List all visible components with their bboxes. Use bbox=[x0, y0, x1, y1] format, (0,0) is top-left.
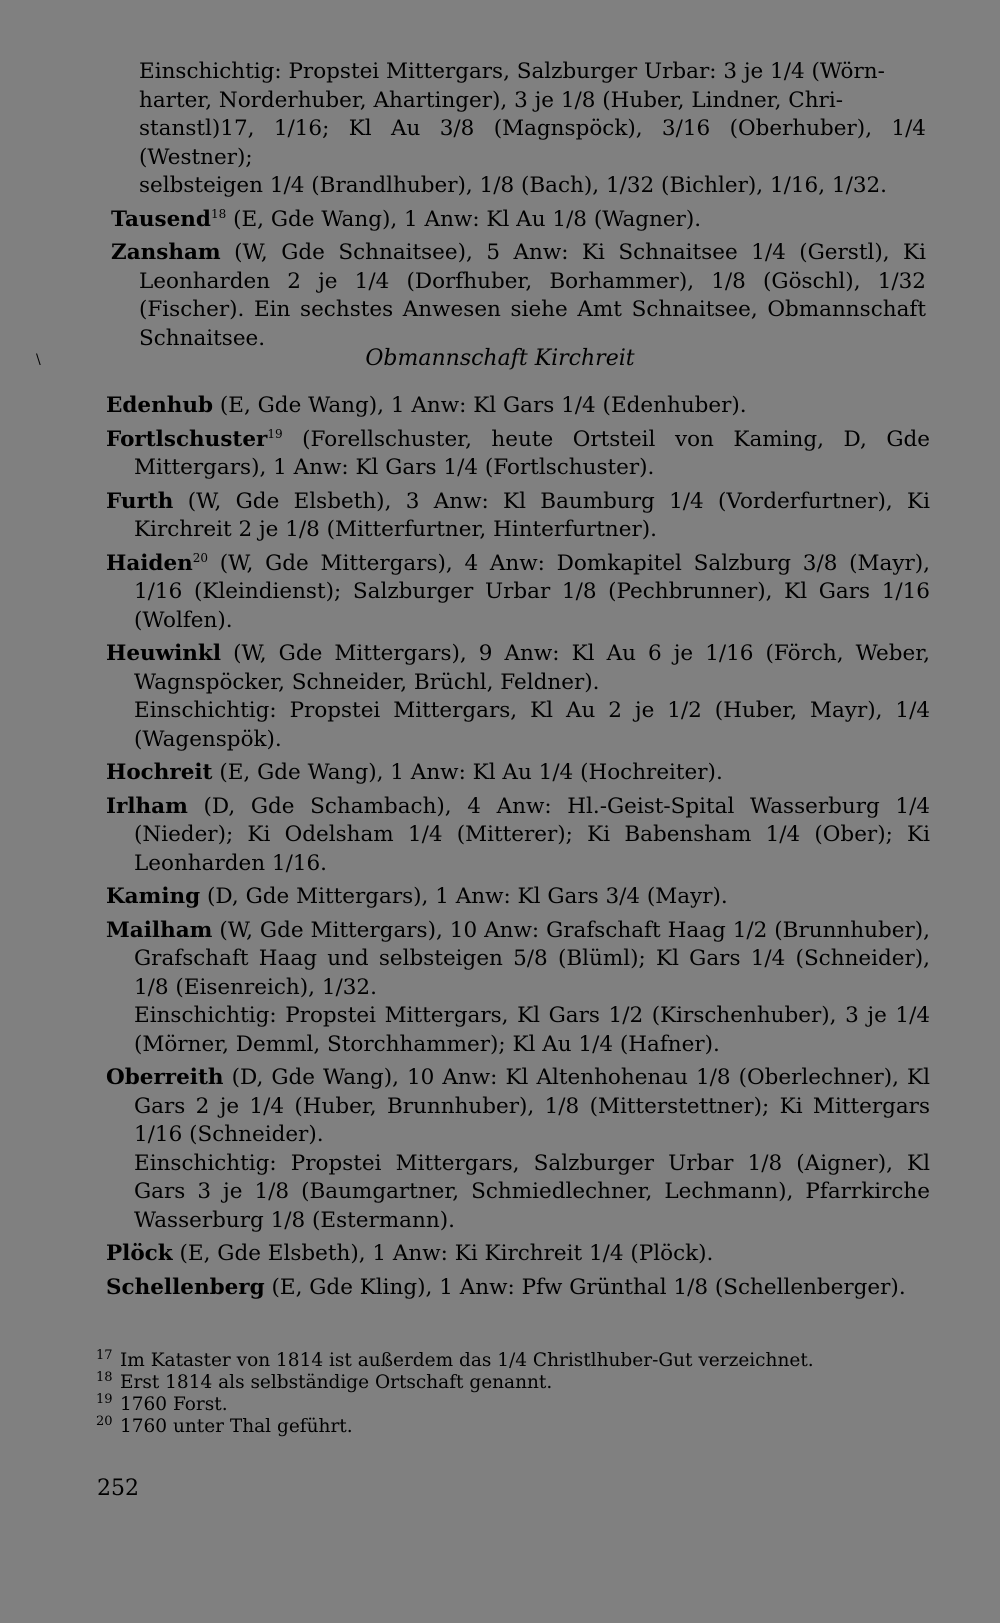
stray-mark: \ bbox=[36, 352, 41, 368]
place-name: Tausend bbox=[111, 206, 211, 232]
section-title: Obmannschaft Kirchreit bbox=[365, 346, 635, 371]
entry-zansham bbox=[111, 239, 926, 353]
entry-text: (W, Gde Mittergars), 9 Anw: Kl Au 6 je 1/16 (Förch, Weber, Wagnspöcker, Schneider, Brüchl, Feldner). bbox=[134, 641, 930, 695]
entry-fortlschuster bbox=[106, 426, 930, 483]
place-name: Edenhub bbox=[106, 393, 214, 418]
top-entries bbox=[96, 58, 926, 358]
entry-list bbox=[106, 392, 930, 1307]
entry-text: (W, Gde Mittergars), 4 Anw: Domkapitel Salzburg 3/8 (Mayr), 1/16 (Kleindienst); Salzburger Urbar 1/8 (Pechbrunner), Kl Gars 1/16 (Wolfen). bbox=[134, 550, 930, 633]
text-line: harter, Norderhuber, Ahartinger), 3 je 1/8 (Huber, Lindner, Chri- bbox=[139, 87, 843, 113]
footnotes bbox=[96, 1347, 926, 1438]
entry-furth bbox=[106, 488, 930, 545]
entry-edenhub bbox=[106, 392, 930, 421]
entry-mailham bbox=[106, 917, 930, 1060]
place-name: Kaming bbox=[106, 884, 201, 909]
entry-text: (E, Gde Kling), 1 Anw: Pfw Grünthal 1/8 (Schellenberger). bbox=[271, 1274, 906, 1300]
footnote: 17 Im Kataster von 1814 ist außerdem das 1/4 Christlhuber-Gut verzeichnet. bbox=[96, 1347, 814, 1371]
place-name: Irlham bbox=[106, 793, 188, 819]
entry-schellenberg bbox=[106, 1274, 930, 1303]
entry-text: (E, Gde Wang), 1 Anw: Kl Au 1/8 (Wagner). bbox=[233, 206, 702, 232]
entry-hochreit bbox=[106, 759, 930, 788]
entry-text: (Forellschuster, heute Ortsteil von Kaming, D, Gde Mittergars), 1 Anw: Kl Gars 1/4 (Fortlschuster). bbox=[134, 426, 930, 480]
footnote-ref: 19 bbox=[267, 426, 283, 441]
einschichtig-text: Einschichtig: Propstei Mittergars, Kl Gars 1/2 (Kirschenhuber), 3 je 1/4 (Mörner, Demml, Storchhammer); Kl Au 1/4 (Hafner). bbox=[134, 1003, 930, 1057]
entry-tausend bbox=[111, 206, 926, 235]
entry-kaming bbox=[106, 883, 930, 912]
entry-text: (E, Gde Wang), 1 Anw: Kl Au 1/4 (Hochreiter). bbox=[219, 760, 723, 785]
footnote: 19 1760 Forst. bbox=[96, 1391, 228, 1415]
place-name: Furth bbox=[106, 488, 174, 514]
place-name: Schellenberg bbox=[106, 1274, 265, 1300]
place-name: Haiden bbox=[106, 550, 193, 576]
entry-haiden bbox=[106, 550, 930, 636]
place-name: Heuwinkl bbox=[106, 641, 221, 666]
footnote: 20 1760 unter Thal geführt. bbox=[96, 1413, 353, 1437]
entry-text: (W, Gde Mittergars), 10 Anw: Grafschaft Haag 1/2 (Brunnhuber), Grafschaft Haag und selbsteigen 5/8 (Blüml); Kl Gars 1/4 (Schneider), 1/8 (Eisenreich), 1/32. bbox=[134, 917, 930, 1000]
footnote: 18 Erst 1814 als selbständige Ortschaft genannt. bbox=[96, 1369, 553, 1393]
place-name: Zansham bbox=[111, 240, 221, 265]
footnote-ref: 18 bbox=[210, 206, 227, 221]
text-line: stanstl)17, 1/16; Kl Au 3/8 (Magnspöck), 3/16 (Oberhuber), 1/4 (Westner); bbox=[139, 116, 926, 170]
text-line: Einschichtig: Propstei Mittergars, Salzburger Urbar: 3 je 1/4 (Wörn- bbox=[139, 59, 885, 84]
entry-irlham bbox=[106, 793, 930, 879]
place-name: Oberreith bbox=[106, 1065, 224, 1090]
entry-text: (E, Gde Wang), 1 Anw: Kl Gars 1/4 (Edenhuber). bbox=[219, 393, 747, 418]
place-name: Hochreit bbox=[106, 760, 213, 785]
place-name: Plöck bbox=[106, 1241, 173, 1266]
einschichtig-text: Einschichtig: Propstei Mittergars, Salzburger Urbar 1/8 (Aigner), Kl Gars 3 je 1/8 (Baumgartner, Schmiedlechner, Lechmann), Pfarrkirche Wasserburg 1/8 (Estermann). bbox=[134, 1150, 930, 1233]
entry-text: (D, Gde Mittergars), 1 Anw: Kl Gars 3/4 (Mayr). bbox=[207, 884, 728, 909]
entry-text: (D, Gde Schambach), 4 Anw: Hl.-Geist-Spital Wasserburg 1/4 (Nieder); Ki Odelsham 1/4 (Mitterer); Ki Babensham 1/4 (Ober); Ki Leonharden 1/16. bbox=[134, 793, 930, 876]
entry-plöck bbox=[106, 1240, 930, 1269]
footnote-ref: 20 bbox=[192, 550, 209, 565]
entry-oberreith bbox=[106, 1064, 930, 1235]
page-number: 252 bbox=[97, 1476, 139, 1501]
entry-text: (D, Gde Wang), 10 Anw: Kl Altenhohenau 1/8 (Oberlechner), Kl Gars 2 je 1/4 (Huber, Brunnhuber), 1/8 (Mitterstettner); Ki Mittergars 1/16 (Schneider). bbox=[134, 1065, 930, 1147]
text-line: selbsteigen 1/4 (Brandlhuber), 1/8 (Bach), 1/32 (Bichler), 1/16, 1/32. bbox=[139, 173, 888, 198]
entry-text: (W, Gde Elsbeth), 3 Anw: Kl Baumburg 1/4 (Vorderfurtner), Ki Kirchreit 2 je 1/8 (Mitterfurtner, Hinterfurtner). bbox=[134, 488, 930, 542]
entry-text: (W, Gde Schnaitsee), 5 Anw: Ki Schnaitsee 1/4 (Gerstl), Ki Leonharden 2 je 1/4 (Dorfhuber, Borhammer), 1/8 (Göschl), 1/32 (Fischer). Ein sechstes Anwesen siehe Amt Schnaitsee, Obmannschaft Schnaitsee. bbox=[139, 240, 926, 351]
einschichtig-text: Einschichtig: Propstei Mittergars, Kl Au 2 je 1/2 (Huber, Mayr), 1/4 (Wagenspök). bbox=[134, 698, 930, 752]
einschichtig-continuation bbox=[139, 58, 926, 201]
entry-heuwinkl bbox=[106, 640, 930, 754]
place-name: Mailham bbox=[106, 917, 213, 943]
place-name: Fortlschuster bbox=[106, 426, 268, 452]
entry-text: (E, Gde Elsbeth), 1 Anw: Ki Kirchreit 1/4 (Plöck). bbox=[179, 1241, 714, 1266]
